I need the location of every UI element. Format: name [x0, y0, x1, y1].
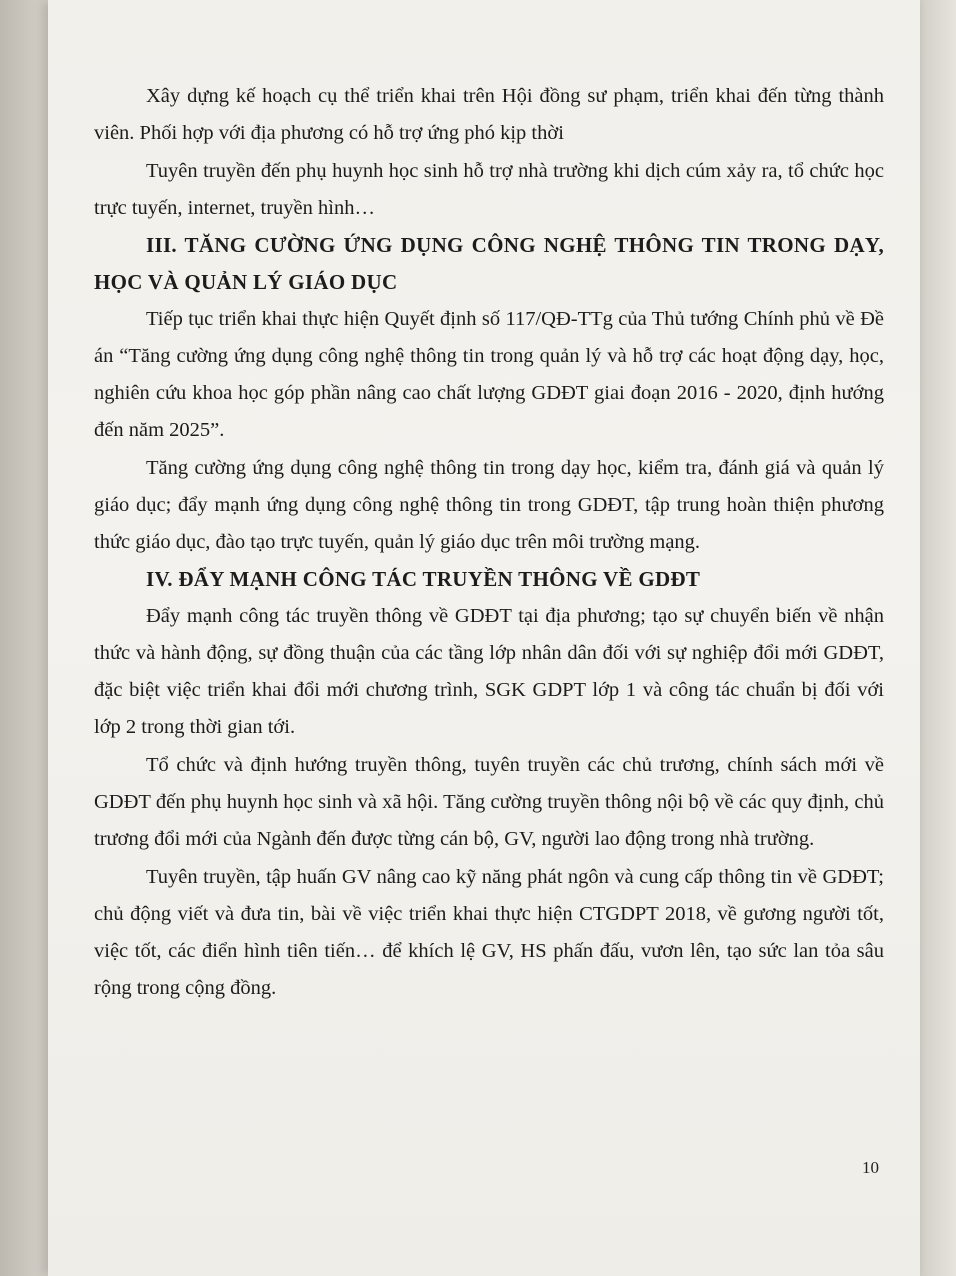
paragraph: Tiếp tục triển khai thực hiện Quyết định số 117/QĐ-TTg của Thủ tướng Chính phủ về Đề án “Tăng cường ứng dụng công nghệ thông tin trong quản lý và hỗ trợ các hoạt động dạy, học, nghiên cứu khoa học góp phần nâng cao chất lượng GDĐT giai đoạn 2016 - 2020, định hướng đến năm 2025”.: [94, 308, 884, 441]
section-heading: IV. ĐẨY MẠNH CÔNG TÁC TRUYỀN THÔNG VỀ GDĐT: [146, 567, 701, 591]
page-content: [94, 78, 884, 1007]
section-heading: III. TĂNG CƯỜNG ỨNG DỤNG CÔNG NGHỆ THÔNG TIN TRONG DẠY, HỌC VÀ QUẢN LÝ GIÁO DỤC: [94, 233, 884, 294]
paragraph: Tổ chức và định hướng truyền thông, tuyên truyền các chủ trương, chính sách mới về GDĐT đến phụ huynh học sinh và xã hội. Tăng cường truyền thông nội bộ về các quy định, chủ trương đổi mới của Ngành đến được từng cán bộ, GV, người lao động trong nhà trường.: [94, 754, 884, 850]
page-number: 10: [862, 1158, 879, 1177]
edge-stamp-mark: [942, 580, 954, 720]
paragraph: Đẩy mạnh công tác truyền thông về GDĐT tại địa phương; tạo sự chuyển biến về nhận thức và hành động, sự đồng thuận của các tầng lớp nhân dân đối với sự nghiệp đổi mới GDĐT, đặc biệt việc triển khai đổi mới chương trình, SGK GDPT lớp 1 và công tác chuẩn bị đối với lớp 2 trong thời gian tới.: [94, 605, 884, 738]
paragraph: Tuyên truyền đến phụ huynh học sinh hỗ trợ nhà trường khi dịch cúm xảy ra, tổ chức học trực tuyến, internet, truyền hình…: [94, 160, 884, 219]
paragraph: Xây dựng kế hoạch cụ thể triển khai trên Hội đồng sư phạm, triển khai đến từng thành viên. Phối hợp với địa phương có hỗ trợ ứng phó kịp thời: [94, 85, 884, 144]
document-page: [48, 0, 920, 1276]
paragraph: Tuyên truyền, tập huấn GV nâng cao kỹ năng phát ngôn và cung cấp thông tin về GDĐT; chủ động viết và đưa tin, bài về việc triển khai thực hiện CTGDPT 2018, về gương người tốt, việc tốt, các điển hình tiên tiến… để khích lệ GV, HS phấn đấu, vươn lên, tạo sức lan tỏa sâu rộng trong cộng đồng.: [94, 866, 884, 999]
paragraph: Tăng cường ứng dụng công nghệ thông tin trong dạy học, kiểm tra, đánh giá và quản lý giáo dục; đẩy mạnh ứng dụng công nghệ thông tin trong GDĐT, tập trung hoàn thiện phương thức giáo dục, đào tạo trực tuyến, quản lý giáo dục trên môi trường mạng.: [94, 457, 884, 553]
